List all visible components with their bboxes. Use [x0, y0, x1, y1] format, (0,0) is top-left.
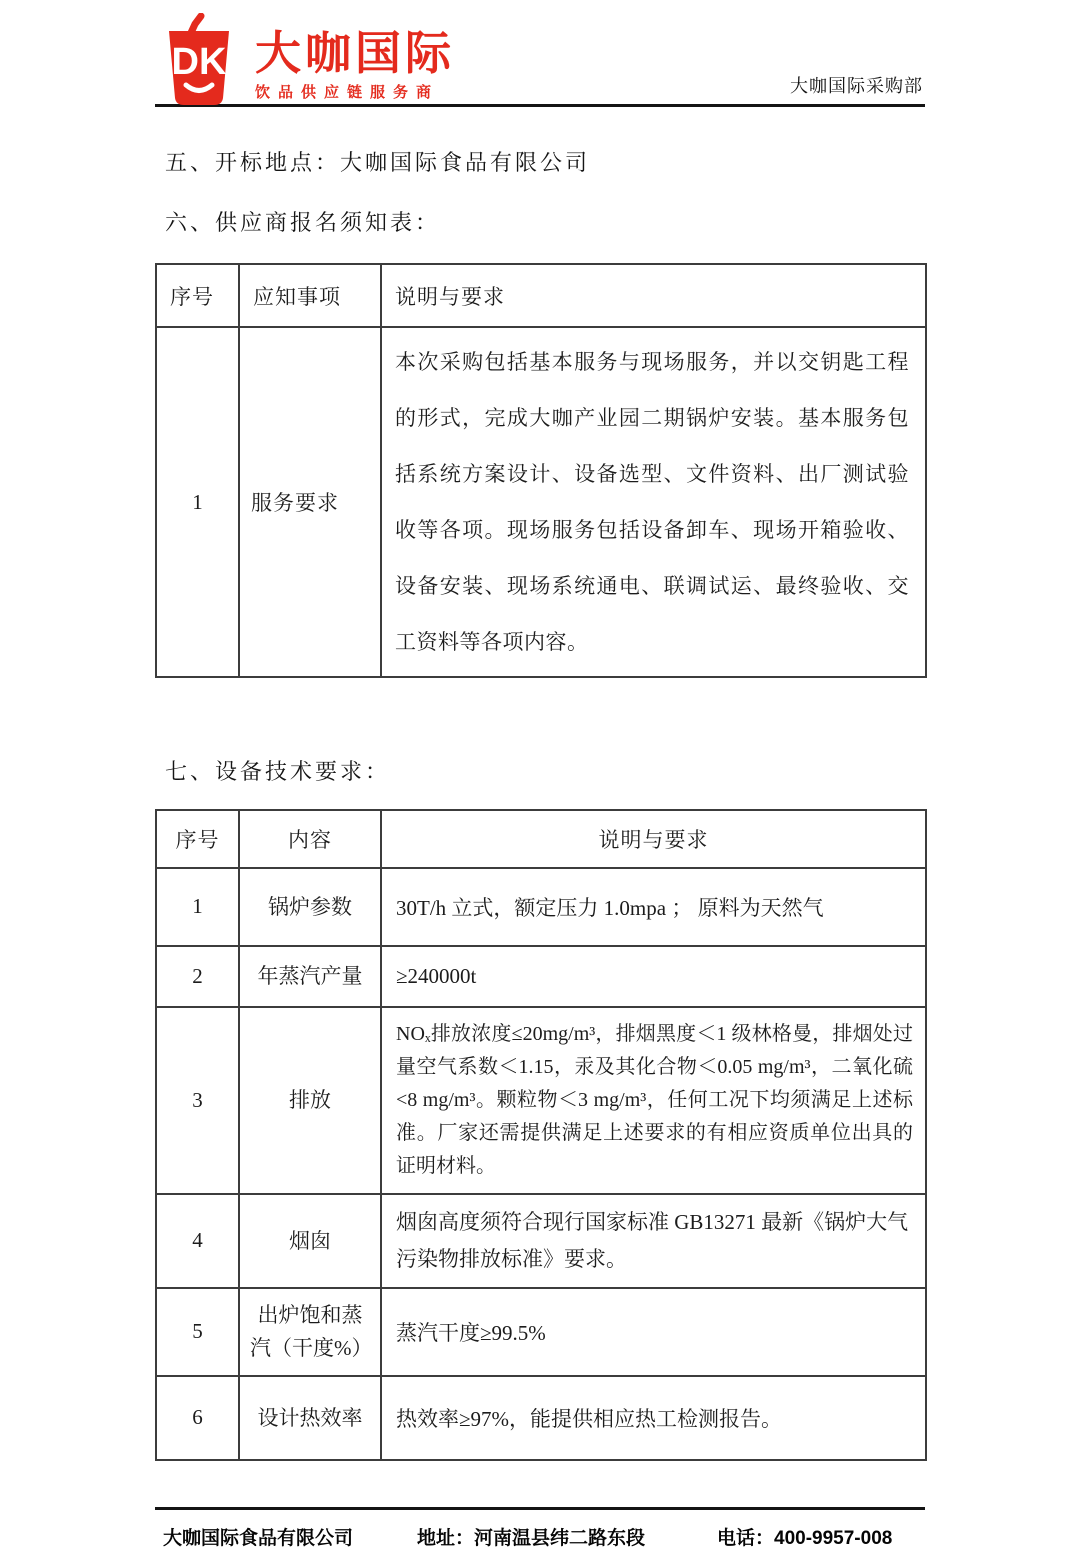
row-number: 5 — [156, 1288, 239, 1376]
page-footer — [155, 1507, 925, 1550]
column-header-desc: 说明与要求 — [381, 264, 926, 327]
row-item: 烟囱 — [239, 1194, 381, 1288]
column-header-item: 内容 — [239, 810, 381, 868]
section-heading-open-location: 五、开标地点：大咖国际食品有限公司 — [165, 150, 591, 175]
logo-monogram: DK — [171, 41, 227, 83]
table-row — [156, 1007, 926, 1194]
row-description: 30T/h 立式，额定压力 1.0mpa ； 原料为天然气 — [381, 868, 926, 946]
section-heading-tech-requirements: 七、设备技术要求： — [165, 759, 391, 785]
header-department: 大咖国际采购部 — [790, 76, 923, 96]
brand-name: 大咖国际 — [255, 27, 455, 79]
cup-logo-icon — [155, 13, 243, 107]
column-header-item: 应知事项 — [239, 264, 381, 327]
row-number: 3 — [156, 1007, 239, 1194]
table-row — [156, 1194, 926, 1288]
supplier-notice-table — [155, 263, 927, 678]
row-item: 设计热效率 — [239, 1376, 381, 1460]
row-description: ≥240000t — [381, 946, 926, 1007]
column-header-no: 序号 — [156, 810, 239, 868]
table-row — [156, 868, 926, 946]
table-row — [156, 327, 926, 677]
footer-phone: 电话：400-9957-008 — [717, 1527, 893, 1549]
page-header — [155, 0, 925, 107]
brand-logo — [155, 13, 455, 107]
row-item: 排放 — [239, 1007, 381, 1194]
row-number: 2 — [156, 946, 239, 1007]
table-row — [156, 946, 926, 1007]
row-item: 服务要求 — [239, 327, 381, 677]
column-header-no: 序号 — [156, 264, 239, 327]
row-number: 1 — [156, 868, 239, 946]
row-number: 4 — [156, 1194, 239, 1288]
row-item: 出炉饱和蒸汽（干度%） — [239, 1288, 381, 1376]
row-description: 蒸汽干度≥99.5% — [381, 1288, 926, 1376]
table-header-row — [156, 264, 926, 327]
row-description: 烟囱高度须符合现行国家标准 GB13271 最新《锅炉大气污染物排放标准》要求。 — [381, 1194, 926, 1288]
brand-tagline: 饮品供应链服务商 — [255, 84, 440, 102]
row-number: 1 — [156, 327, 239, 677]
row-description: 本次采购包括基本服务与现场服务，并以交钥匙工程的形式，完成大咖产业园二期锅炉安装。基本服务包括系统方案设计、设备选型、文件资料、出厂测试验收等各项。现场服务包括设备卸车、现场开箱验收、设备安装、现场系统通电、联调试运、最终验收、交工资料等各项内容。 — [381, 327, 926, 677]
logo-text — [255, 13, 455, 102]
row-description: 热效率≥97%，能提供相应热工检测报告。 — [381, 1376, 926, 1460]
footer-company: 大咖国际食品有限公司 — [163, 1527, 354, 1549]
row-item: 年蒸汽产量 — [239, 946, 381, 1007]
row-number: 6 — [156, 1376, 239, 1460]
column-header-desc: 说明与要求 — [381, 810, 926, 868]
tech-requirements-table — [155, 809, 927, 1461]
table-row — [156, 1376, 926, 1460]
row-item: 锅炉参数 — [239, 868, 381, 946]
table-header-row — [156, 810, 926, 868]
table-row — [156, 1288, 926, 1376]
section-heading-supplier-notice: 六、供应商报名须知表： — [165, 209, 441, 235]
row-description: NOₓ排放浓度≤20mg/m³，排烟黑度＜1 级林格曼，排烟处过量空气系数＜1.15，汞及其化合物＜0.05 mg/m³，二氧化硫<8 mg/m³。颗粒物＜3 mg/m³，任何工况下均须满足上述标准。厂家还需提供满足上述要求的有相应资质单位出具的证明材料。 — [381, 1007, 926, 1194]
footer-address: 地址：河南温县纬二路东段 — [417, 1527, 646, 1549]
